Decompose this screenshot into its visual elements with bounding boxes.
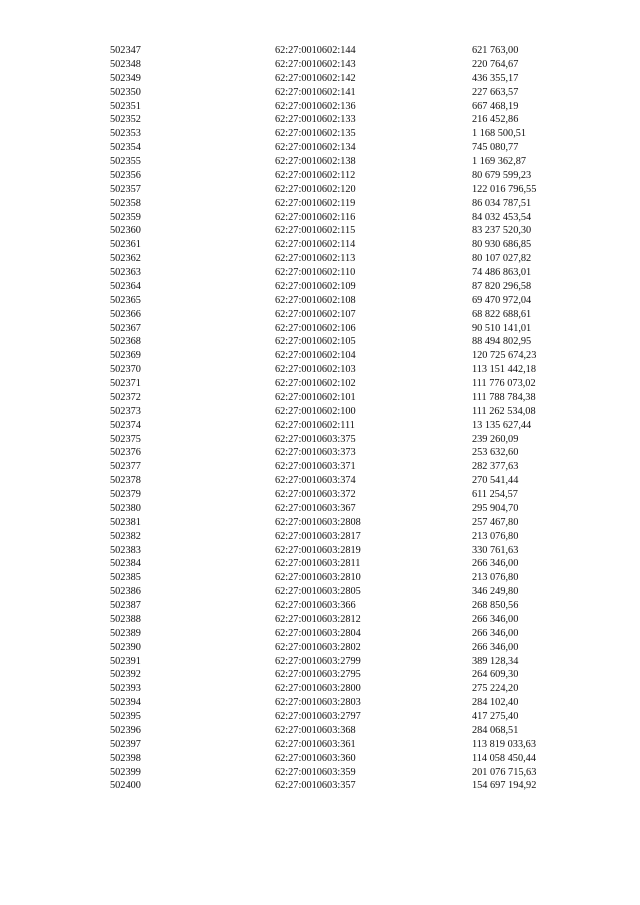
- row-number: 502393: [110, 683, 141, 695]
- cadastral-value: 266 346,00: [472, 558, 519, 570]
- row-number: 502378: [110, 475, 141, 487]
- cadastral-value: 1 169 362,87: [472, 156, 527, 167]
- table-row: [0, 391, 640, 405]
- row-number: 502358: [110, 197, 141, 209]
- row-number: 502367: [110, 322, 141, 334]
- table-row: [0, 127, 640, 141]
- table-row: [0, 682, 640, 696]
- row-number: 502377: [110, 461, 141, 473]
- cadastral-number: 62:27:0010603:359: [275, 766, 356, 778]
- table-row: [0, 58, 640, 72]
- cadastral-value: 253 632,60: [472, 447, 519, 459]
- table-row: [0, 627, 640, 641]
- cadastral-number: 62:27:0010603:2799: [275, 655, 361, 667]
- cadastral-value: 284 068,51: [472, 724, 519, 736]
- table-row: [0, 308, 640, 322]
- row-number: 502390: [110, 641, 141, 653]
- cadastral-value: 83 237 520,30: [472, 225, 532, 237]
- row-number: 502380: [110, 502, 141, 514]
- table-row: [0, 738, 640, 752]
- cadastral-number: 62:27:0010603:2802: [275, 641, 361, 653]
- cadastral-number: 62:27:0010602:104: [275, 350, 356, 362]
- row-number: 502351: [110, 100, 141, 112]
- cadastral-value: 621 763,00: [472, 45, 519, 56]
- cadastral-value: 113 819 033,63: [472, 738, 536, 750]
- cadastral-number: 62:27:0010602:112: [275, 169, 356, 181]
- cadastral-number: 62:27:0010602:106: [275, 322, 356, 334]
- cadastral-number: 62:27:0010603:366: [275, 600, 356, 611]
- row-number: 502398: [110, 752, 141, 764]
- cadastral-value: 270 541,44: [472, 475, 519, 487]
- table-row: [0, 211, 640, 225]
- row-number: 502396: [110, 724, 141, 736]
- row-number: 502383: [110, 544, 141, 556]
- row-number: 502349: [110, 72, 141, 84]
- row-number: 502364: [110, 280, 141, 292]
- table-row: [0, 585, 640, 599]
- cadastral-number: 62:27:0010603:367: [275, 502, 356, 514]
- cadastral-number: 62:27:0010602:109: [275, 280, 356, 292]
- table-row: [0, 724, 640, 738]
- cadastral-number: 62:27:0010602:100: [275, 405, 356, 417]
- cadastral-value: 330 761,63: [472, 544, 519, 556]
- cadastral-value: 266 346,00: [472, 613, 519, 625]
- cadastral-value: 87 820 296,58: [472, 280, 532, 292]
- cadastral-value: 264 609,30: [472, 669, 519, 681]
- cadastral-number: 62:27:0010602:136: [275, 100, 356, 112]
- row-number: 502395: [110, 711, 141, 722]
- cadastral-value: 436 355,17: [472, 72, 519, 84]
- cadastral-number: 62:27:0010602:134: [275, 142, 356, 154]
- cadastral-value: 201 076 715,63: [472, 766, 537, 778]
- cadastral-number: 62:27:0010602:116: [275, 211, 356, 223]
- table-row: [0, 571, 640, 585]
- row-number: 502391: [110, 655, 141, 667]
- row-number: 502387: [110, 600, 141, 611]
- cadastral-number: 62:27:0010603:2797: [275, 711, 361, 722]
- row-number: 502347: [110, 45, 141, 56]
- cadastral-number: 62:27:0010602:115: [275, 225, 356, 237]
- table-row: [0, 252, 640, 266]
- cadastral-value: 80 107 027,82: [472, 253, 532, 265]
- table-row: [0, 710, 640, 724]
- cadastral-number: 62:27:0010602:101: [275, 391, 356, 403]
- cadastral-number: 62:27:0010603:357: [275, 780, 356, 792]
- cadastral-number: 62:27:0010603:372: [275, 489, 356, 500]
- cadastral-value: 68 822 688,61: [472, 308, 532, 320]
- table-row: [0, 474, 640, 488]
- cadastral-number: 62:27:0010603:2795: [275, 669, 361, 681]
- cadastral-value: 346 249,80: [472, 586, 519, 598]
- cadastral-value: 745 080,77: [472, 142, 519, 154]
- cadastral-number: 62:27:0010603:2819: [275, 544, 361, 556]
- table-row: [0, 280, 640, 294]
- table-row: [0, 668, 640, 682]
- table-row: [0, 613, 640, 627]
- row-number: 502355: [110, 156, 141, 167]
- row-number: 502359: [110, 211, 141, 223]
- row-number: 502348: [110, 58, 141, 70]
- row-number: 502379: [110, 489, 141, 500]
- row-number: 502389: [110, 627, 141, 639]
- cadastral-value: 417 275,40: [472, 711, 519, 722]
- cadastral-number: 62:27:0010603:2805: [275, 586, 361, 598]
- cadastral-number: 62:27:0010603:371: [275, 461, 356, 473]
- cadastral-value: 239 260,09: [472, 433, 519, 445]
- cadastral-number: 62:27:0010602:144: [275, 45, 356, 56]
- cadastral-value: 667 468,19: [472, 100, 519, 112]
- table-row: [0, 266, 640, 280]
- row-number: 502394: [110, 697, 141, 709]
- cadastral-number: 62:27:0010603:2817: [275, 530, 361, 542]
- cadastral-number: 62:27:0010602:103: [275, 364, 356, 376]
- cadastral-value: 213 076,80: [472, 572, 519, 584]
- table-row: [0, 322, 640, 336]
- table-row: [0, 696, 640, 710]
- cadastral-value: 114 058 450,44: [472, 752, 536, 764]
- cadastral-number: 62:27:0010603:361: [275, 738, 356, 750]
- cadastral-number: 62:27:0010602:113: [275, 253, 356, 265]
- cadastral-number: 62:27:0010603:375: [275, 433, 356, 445]
- cadastral-value: 295 904,70: [472, 502, 519, 514]
- cadastral-value: 266 346,00: [472, 641, 519, 653]
- row-number: 502368: [110, 336, 141, 348]
- row-number: 502400: [110, 780, 141, 792]
- table-row: [0, 419, 640, 433]
- row-number: 502350: [110, 86, 141, 98]
- row-number: 502371: [110, 378, 141, 389]
- cadastral-value: 120 725 674,23: [472, 350, 537, 362]
- cadastral-number: 62:27:0010602:119: [275, 197, 356, 209]
- row-number: 502375: [110, 433, 141, 445]
- row-number: 502369: [110, 350, 141, 362]
- table-row: [0, 446, 640, 460]
- table-row: [0, 363, 640, 377]
- cadastral-number: 62:27:0010603:374: [275, 475, 356, 487]
- cadastral-value: 1 168 500,51: [472, 128, 527, 140]
- cadastral-number: 62:27:0010603:360: [275, 752, 356, 764]
- table-row: [0, 779, 640, 793]
- table-row: [0, 599, 640, 613]
- cadastral-value: 220 764,67: [472, 58, 519, 70]
- cadastral-number: 62:27:0010602:111: [275, 419, 355, 431]
- row-number: 502392: [110, 669, 141, 681]
- cadastral-number: 62:27:0010603:2804: [275, 627, 361, 639]
- table-row: [0, 377, 640, 391]
- row-number: 502372: [110, 391, 141, 403]
- table-row: [0, 530, 640, 544]
- cadastral-value: 90 510 141,01: [472, 322, 532, 334]
- cadastral-value: 80 930 686,85: [472, 239, 532, 251]
- table-row: [0, 433, 640, 447]
- cadastral-value: 268 850,56: [472, 600, 519, 611]
- row-number: 502384: [110, 558, 141, 570]
- table-row: [0, 544, 640, 558]
- cadastral-value: 284 102,40: [472, 697, 519, 709]
- row-number: 502373: [110, 405, 141, 417]
- table-row: [0, 349, 640, 363]
- cadastral-number: 62:27:0010603:2812: [275, 613, 361, 625]
- row-number: 502356: [110, 169, 141, 181]
- cadastral-value: 257 467,80: [472, 516, 519, 528]
- cadastral-value: 84 032 453,54: [472, 211, 532, 223]
- table-row: [0, 641, 640, 655]
- table-row: [0, 238, 640, 252]
- table-row: [0, 488, 640, 502]
- row-number: 502386: [110, 586, 141, 598]
- row-number: 502366: [110, 308, 141, 320]
- row-number: 502388: [110, 613, 141, 625]
- table-row: [0, 766, 640, 780]
- cadastral-number: 62:27:0010602:143: [275, 58, 356, 70]
- cadastral-number: 62:27:0010602:114: [275, 239, 356, 251]
- cadastral-number: 62:27:0010602:105: [275, 336, 356, 348]
- cadastral-value-table: [0, 44, 640, 793]
- cadastral-number: 62:27:0010602:110: [275, 267, 356, 278]
- cadastral-value: 122 016 796,55: [472, 183, 537, 195]
- cadastral-number: 62:27:0010603:2810: [275, 572, 361, 584]
- row-number: 502363: [110, 267, 141, 278]
- row-number: 502352: [110, 114, 141, 126]
- cadastral-number: 62:27:0010603:2800: [275, 683, 361, 695]
- cadastral-value: 69 470 972,04: [472, 294, 532, 306]
- table-row: [0, 655, 640, 669]
- cadastral-number: 62:27:0010602:120: [275, 183, 356, 195]
- cadastral-value: 88 494 802,95: [472, 336, 532, 348]
- table-row: [0, 557, 640, 571]
- cadastral-number: 62:27:0010603:2808: [275, 516, 361, 528]
- table-row: [0, 44, 640, 58]
- table-row: [0, 752, 640, 766]
- cadastral-value: 74 486 863,01: [472, 267, 532, 278]
- table-row: [0, 100, 640, 114]
- row-number: 502381: [110, 516, 141, 528]
- cadastral-number: 62:27:0010602:141: [275, 86, 356, 98]
- cadastral-number: 62:27:0010602:142: [275, 72, 356, 84]
- table-row: [0, 294, 640, 308]
- table-row: [0, 197, 640, 211]
- row-number: 502357: [110, 183, 141, 195]
- cadastral-number: 62:27:0010602:135: [275, 128, 356, 140]
- row-number: 502374: [110, 419, 141, 431]
- table-row: [0, 141, 640, 155]
- cadastral-number: 62:27:0010603:373: [275, 447, 356, 459]
- cadastral-value: 111 262 534,08: [472, 405, 536, 417]
- table-row: [0, 405, 640, 419]
- row-number: 502399: [110, 766, 141, 778]
- cadastral-value: 227 663,57: [472, 86, 519, 98]
- cadastral-value: 86 034 787,51: [472, 197, 532, 209]
- cadastral-value: 113 151 442,18: [472, 364, 536, 376]
- cadastral-number: 62:27:0010603:2811: [275, 558, 361, 570]
- row-number: 502397: [110, 738, 141, 750]
- cadastral-value: 216 452,86: [472, 114, 519, 126]
- row-number: 502376: [110, 447, 141, 459]
- cadastral-value: 213 076,80: [472, 530, 519, 542]
- row-number: 502360: [110, 225, 141, 237]
- row-number: 502354: [110, 142, 141, 154]
- cadastral-value: 611 254,57: [472, 489, 518, 500]
- table-row: [0, 335, 640, 349]
- table-row: [0, 183, 640, 197]
- table-row: [0, 113, 640, 127]
- table-row: [0, 169, 640, 183]
- table-row: [0, 155, 640, 169]
- cadastral-value: 275 224,20: [472, 683, 519, 695]
- row-number: 502370: [110, 364, 141, 376]
- cadastral-value: 266 346,00: [472, 627, 519, 639]
- row-number: 502365: [110, 294, 141, 306]
- cadastral-value: 111 788 784,38: [472, 391, 536, 403]
- cadastral-number: 62:27:0010603:2803: [275, 697, 361, 709]
- table-row: [0, 72, 640, 86]
- cadastral-number: 62:27:0010602:133: [275, 114, 356, 126]
- cadastral-value: 111 776 073,02: [472, 378, 536, 389]
- cadastral-number: 62:27:0010602:102: [275, 378, 356, 389]
- row-number: 502353: [110, 128, 141, 140]
- cadastral-value: 80 679 599,23: [472, 169, 532, 181]
- table-row: [0, 86, 640, 100]
- row-number: 502385: [110, 572, 141, 584]
- table-row: [0, 460, 640, 474]
- table-row: [0, 516, 640, 530]
- cadastral-number: 62:27:0010602:108: [275, 294, 356, 306]
- row-number: 502362: [110, 253, 141, 265]
- row-number: 502361: [110, 239, 141, 251]
- table-row: [0, 224, 640, 238]
- cadastral-value: 389 128,34: [472, 655, 519, 667]
- cadastral-value: 13 135 627,44: [472, 419, 532, 431]
- cadastral-value: 282 377,63: [472, 461, 519, 473]
- cadastral-value: 154 697 194,92: [472, 780, 537, 792]
- row-number: 502382: [110, 530, 141, 542]
- cadastral-number: 62:27:0010603:368: [275, 724, 356, 736]
- cadastral-number: 62:27:0010602:107: [275, 308, 356, 320]
- table-row: [0, 502, 640, 516]
- cadastral-number: 62:27:0010602:138: [275, 156, 356, 167]
